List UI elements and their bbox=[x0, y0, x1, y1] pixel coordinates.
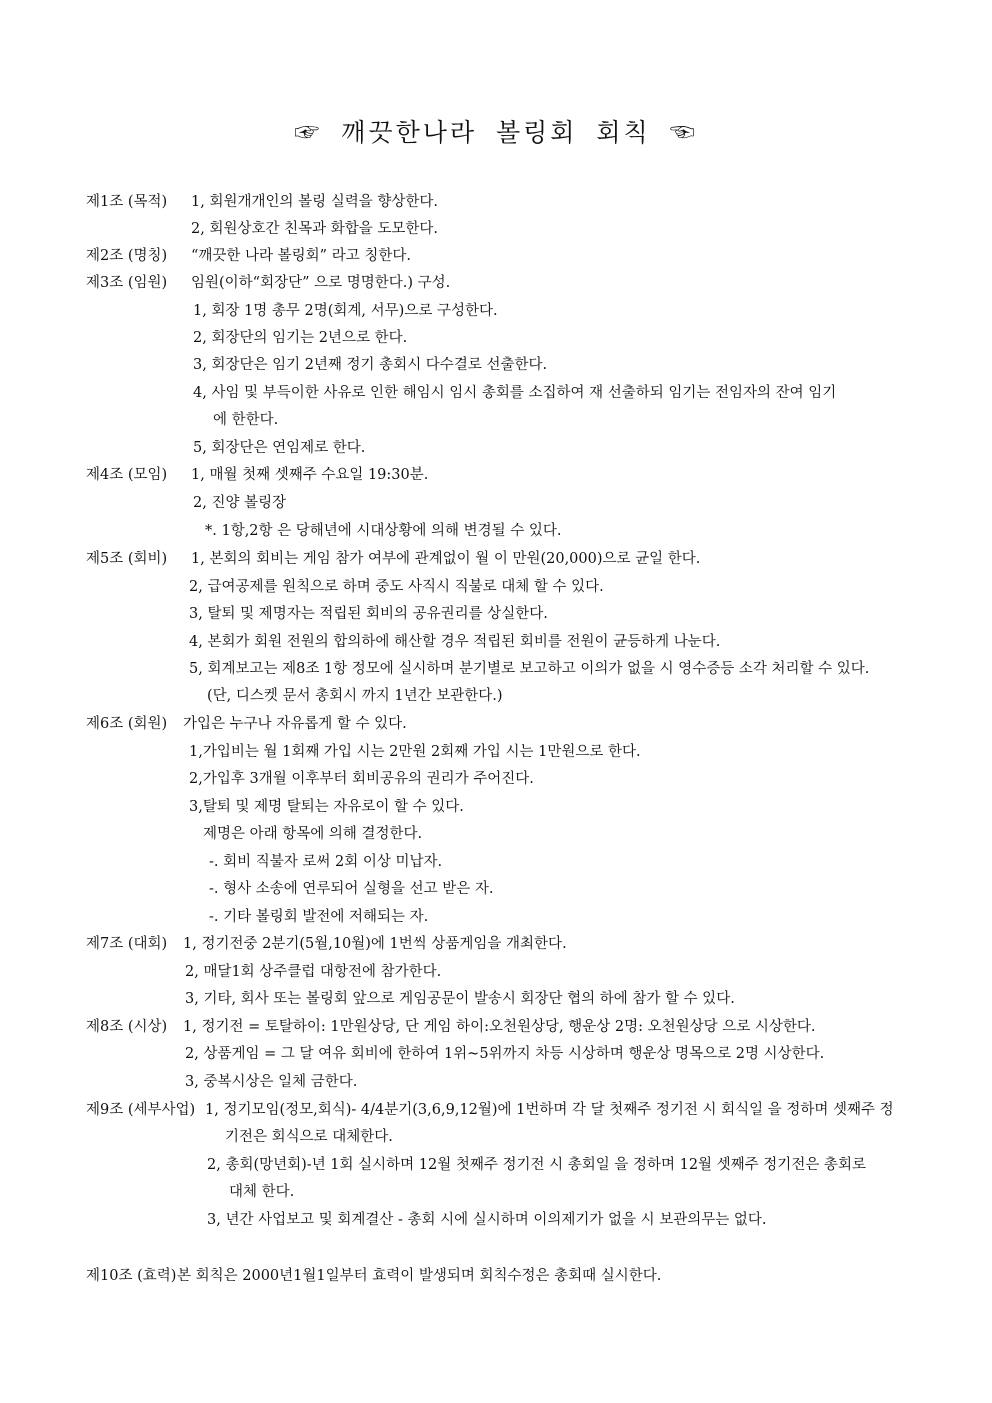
article-7-item: 2, 매달1회 상주클럽 대항전에 참가한다. bbox=[185, 964, 442, 980]
article-3-item: 2, 회장단의 임기는 2년으로 한다. bbox=[193, 330, 408, 346]
article-4-note: *. 1항,2항 은 당해년에 시대상황에 의해 변경될 수 있다. bbox=[205, 523, 562, 539]
article-9-item-cont: 기전은 회식으로 대체한다. bbox=[225, 1129, 393, 1145]
article-10-text: 본 회칙은 2000년1월1일부터 효력이 발생되며 회칙수정은 총회때 실시한다. bbox=[177, 1268, 662, 1284]
article-7-item: 1, 정기전중 2분기(5월,10월)에 1번씩 상품게임을 개최한다. bbox=[183, 936, 567, 952]
article-6-subtext: 제명은 아래 항목에 의해 결정한다. bbox=[203, 826, 423, 842]
article-5-item: 3, 탈퇴 및 제명자는 적립된 회비의 공유권리를 상실한다. bbox=[189, 606, 548, 622]
article-5-note: (단, 디스켓 문서 총회시 까지 1년간 보관한다.) bbox=[207, 688, 503, 704]
article-6-subitem: -. 기타 볼링회 발전에 저해되는 자. bbox=[209, 909, 429, 925]
article-9-heading: 제9조 (세부사업) bbox=[86, 1102, 196, 1118]
article-10-heading: 제10조 (효력) bbox=[86, 1268, 177, 1284]
article-5-item: 4, 본회가 회원 전원의 합의하에 해산할 경우 적립된 회비를 전원이 균등하게 나눈다. bbox=[189, 634, 721, 650]
article-5-item: 1, 본회의 회비는 게임 참가 여부에 관계없이 월 이 만원(20,000)으로 균일 한다. bbox=[191, 551, 701, 567]
article-9-item: 2, 총회(망년회)-년 1회 실시하며 12월 첫째주 정기전 시 총회일 을 정하며 12월 셋째주 정기전은 총회로 bbox=[207, 1157, 866, 1173]
article-5-heading: 제5조 (회비) bbox=[86, 551, 168, 567]
article-1-item: 1, 회원개개인의 볼링 실력을 향상한다. bbox=[191, 194, 438, 210]
article-6-item: 3,탈퇴 및 제명 탈퇴는 자유로이 할 수 있다. bbox=[189, 799, 464, 815]
article-3-item: 4, 사임 및 부득이한 사유로 인한 해임시 임시 총회를 소집하여 재 선출하되 임기는 전임자의 잔여 임기 bbox=[193, 385, 837, 401]
article-6-subitem: -. 회비 직불자 로써 2회 이상 미납자. bbox=[209, 854, 443, 870]
article-3-text: 임원(이하“회장단” 으로 명명한다.) 구성. bbox=[191, 275, 451, 291]
article-9-item-cont: 대체 한다. bbox=[229, 1184, 295, 1200]
page-title: ☞ 깨끗한나라 볼링회 회칙 ☜ bbox=[294, 118, 698, 147]
article-5-item: 5, 회계보고는 제8조 1항 정모에 실시하며 분기별로 보고하고 이의가 없을 시 영수증등 소각 처리할 수 있다. bbox=[189, 661, 870, 677]
article-9-item: 1, 정기모임(정모,회식)- 4/4분기(3,6,9,12월)에 1번하며 각 달 첫째주 정기전 시 회식일 을 정하며 셋째주 정 bbox=[205, 1102, 894, 1118]
article-6-item: 2,가입후 3개월 이후부터 회비공유의 권리가 주어진다. bbox=[189, 771, 534, 787]
article-4-item: 2, 진양 볼링장 bbox=[193, 495, 287, 511]
article-4-heading: 제4조 (모임) bbox=[86, 467, 168, 483]
article-6-item: 1,가입비는 월 1회째 가입 시는 2만원 2회째 가입 시는 1만원으로 한다. bbox=[189, 744, 641, 760]
article-6-subitem: -. 형사 소송에 연루되어 실형을 선고 받은 자. bbox=[209, 881, 494, 897]
article-3-heading: 제3조 (임원) bbox=[86, 275, 168, 291]
article-8-item: 2, 상품게임 = 그 달 여유 회비에 한하여 1위~5위까지 차등 시상하며 행운상 명목으로 2명 시상한다. bbox=[185, 1046, 825, 1062]
article-7-heading: 제7조 (대회) bbox=[86, 936, 168, 952]
article-3-item-cont: 에 한한다. bbox=[213, 412, 279, 428]
article-8-heading: 제8조 (시상) bbox=[86, 1019, 168, 1035]
article-5-item: 2, 급여공제를 원칙으로 하며 중도 사직시 직불로 대체 할 수 있다. bbox=[189, 579, 604, 595]
article-3-item: 1, 회장 1명 총무 2명(회계, 서무)으로 구성한다. bbox=[193, 303, 498, 319]
article-6-heading: 제6조 (회원) bbox=[86, 716, 168, 732]
article-9-item: 3, 년간 사업보고 및 회계결산 - 총회 시에 실시하며 이의제기가 없을 시 보관의무는 없다. bbox=[207, 1212, 767, 1228]
article-2-heading: 제2조 (명칭) bbox=[86, 248, 168, 264]
article-3-item: 5, 회장단은 연임제로 한다. bbox=[193, 440, 366, 456]
article-7-item: 3, 기타, 회사 또는 볼링회 앞으로 게임공문이 발송시 회장단 협의 하에 참가 할 수 있다. bbox=[185, 991, 735, 1007]
article-8-item: 1, 정기전 = 토탈하이: 1만원상당, 단 게임 하이:오천원상당, 행운상 2명: 오천원상당 으로 시상한다. bbox=[183, 1019, 816, 1035]
article-2-text: “깨끗한 나라 볼링회” 라고 칭한다. bbox=[191, 248, 411, 264]
article-3-item: 3, 회장단은 임기 2년째 정기 총회시 다수결로 선출한다. bbox=[193, 357, 548, 373]
article-8-item: 3, 중복시상은 일체 금한다. bbox=[185, 1074, 358, 1090]
article-6-text: 가입은 누구나 자유롭게 할 수 있다. bbox=[183, 716, 407, 732]
article-4-item: 1, 매월 첫째 셋째주 수요일 19:30분. bbox=[191, 467, 429, 483]
article-1-item: 2, 회원상호간 친목과 화합을 도모한다. bbox=[191, 221, 438, 237]
article-1-heading: 제1조 (목적) bbox=[86, 194, 168, 210]
